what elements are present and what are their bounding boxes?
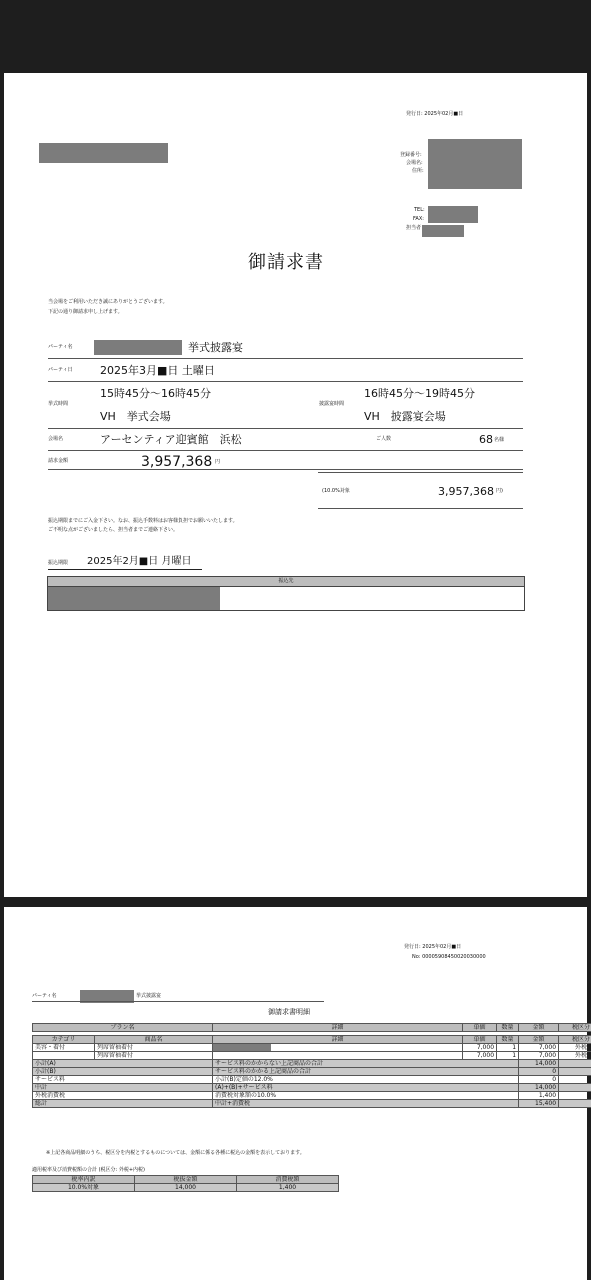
- summary-desc: 消費税対象額の10.0%: [213, 1092, 519, 1100]
- header-row: [33, 1176, 339, 1184]
- greeting-line1: 当会場をご利用いただき誠にありがとうございます。: [48, 299, 168, 305]
- fax-label: FAX:: [413, 216, 424, 222]
- item-tax-class: 外税: [559, 1044, 591, 1052]
- divider: [48, 450, 523, 451]
- reception-time-value: 16時45分〜19時45分: [364, 387, 475, 400]
- divider: [318, 472, 523, 473]
- table-row: [33, 1052, 591, 1060]
- tax-cell: 1,400: [237, 1184, 339, 1192]
- divider: [48, 428, 523, 429]
- summary-row: [33, 1084, 591, 1092]
- summary-row: [33, 1092, 591, 1100]
- notice-line1: 振込期限までにご入金下さい。なお、振込手数料はお客様負担でお願いいたします。: [48, 518, 238, 524]
- item-qty: 1: [497, 1052, 519, 1060]
- invoice-page: [4, 73, 587, 897]
- ceremony-venue-value: VH 挙式会場: [100, 410, 171, 423]
- summary-label: 総計: [33, 1100, 213, 1108]
- detail-header: 詳細: [213, 1024, 463, 1032]
- tax-header: 消費税額: [237, 1176, 339, 1184]
- summary-amount: 0: [519, 1068, 559, 1076]
- redacted-recipient: [39, 143, 168, 163]
- item-product: 列席留袖着付: [95, 1052, 213, 1060]
- item-category: [33, 1052, 95, 1060]
- details-table: [32, 1023, 591, 1108]
- taxable-cell: 14,000: [135, 1184, 237, 1192]
- notice-line2: ご不明な点がございましたら、担当者までご連絡下さい。: [48, 527, 179, 533]
- item-category: 美容・着付: [33, 1044, 95, 1052]
- greeting-line2: 下記の通り御請求申し上げます。: [48, 309, 123, 315]
- item-unit-price: 7,000: [463, 1044, 497, 1052]
- address-label: 住所:: [412, 168, 424, 174]
- unit-price-header: 単価: [463, 1024, 497, 1032]
- summary-amount: 14,000: [519, 1084, 559, 1092]
- venue-label: 会場名: [48, 436, 64, 442]
- bank-box: [47, 576, 525, 611]
- amount-header: 金額: [519, 1024, 559, 1032]
- deadline-value: 2025年2月■日 月曜日: [87, 556, 192, 567]
- summary-row: [33, 1100, 591, 1108]
- item-detail: [213, 1052, 463, 1060]
- details-number: No: 00005908450020030000: [412, 954, 486, 960]
- ceremony-time-value: 15時45分〜16時45分: [100, 387, 211, 400]
- summary-amount: 15,400: [519, 1100, 559, 1108]
- table-row: [33, 1184, 339, 1192]
- rate-cell: 10.0%対象: [33, 1184, 135, 1192]
- amount-unit: 円: [215, 459, 221, 465]
- amount-value: 3,957,368: [141, 454, 213, 470]
- summary-label: 小計(B): [33, 1068, 213, 1076]
- tel-label: TEL:: [414, 207, 425, 213]
- party-name-label: パーティ名: [48, 344, 73, 350]
- amount-subheader: 金額: [519, 1036, 559, 1044]
- guests-value: 68: [479, 433, 493, 446]
- summary-row: [33, 1068, 591, 1076]
- party-name-value: 挙式披露宴: [188, 341, 243, 354]
- tax-class-header: 税区分: [559, 1024, 591, 1032]
- product-header: 商品名: [95, 1036, 213, 1044]
- details-party-name-value: 挙式披露宴: [136, 993, 162, 999]
- tax-table-title: 適用税率及び消費税額の合計 (税区分: 外税+内税): [32, 1167, 145, 1173]
- subheader-row: [33, 1036, 591, 1044]
- item-unit-price: 7,000: [463, 1052, 497, 1060]
- summary-label: 外税消費税: [33, 1092, 213, 1100]
- divider: [32, 1001, 324, 1002]
- summary-amount: 14,000: [519, 1060, 559, 1068]
- redacted-detail: [213, 1044, 272, 1052]
- details-issue-date: 発行日: 2025年02月■日: [404, 944, 462, 950]
- summary-label: 中計: [33, 1084, 213, 1092]
- summary-desc: 小計(B)定価の12.0%: [213, 1076, 519, 1084]
- redacted-staff: [422, 225, 464, 237]
- summary-row: [33, 1076, 591, 1084]
- divider: [48, 569, 202, 570]
- party-date-label: パーティ日: [48, 367, 73, 373]
- plan-header: プラン名: [33, 1024, 213, 1032]
- redacted-bank-info: [48, 587, 220, 610]
- details-title: 御請求書明細: [268, 1008, 310, 1016]
- summary-desc: サービス料のかかる上記商品の合計: [213, 1068, 519, 1076]
- tax-target-label: (10.0%対象: [322, 488, 350, 494]
- divider: [48, 358, 523, 359]
- item-qty: 1: [497, 1044, 519, 1052]
- guests-unit: 名様: [494, 437, 505, 443]
- divider: [318, 508, 523, 509]
- qty-header: 数量: [497, 1024, 519, 1032]
- redacted-party-name: [94, 340, 182, 355]
- summary-amount: 1,400: [519, 1092, 559, 1100]
- reception-time-label: 披露宴時間: [319, 401, 345, 407]
- rate-header: 税率内訳: [33, 1176, 135, 1184]
- summary-desc: サービス料のかからない上記商品の合計: [213, 1060, 519, 1068]
- invoice-title: 御請求書: [248, 252, 324, 273]
- guests-label: ご人数: [376, 436, 392, 442]
- summary-desc: (A)+(B)+サービス料: [213, 1084, 519, 1092]
- tax-class-subheader: 税区分: [559, 1036, 591, 1044]
- summary-amount: 0: [519, 1076, 559, 1084]
- taxable-header: 税抜金額: [135, 1176, 237, 1184]
- header-row: [33, 1024, 591, 1032]
- party-date-value: 2025年3月■日 土曜日: [100, 364, 215, 377]
- redacted-tel: [428, 206, 478, 223]
- bank-header: 振込先: [48, 577, 524, 587]
- category-header: カテゴリ: [33, 1036, 95, 1044]
- summary-desc: 中計+消費税: [213, 1100, 519, 1108]
- item-product: 列席留袖着付: [95, 1044, 213, 1052]
- item-amount: 7,000: [519, 1044, 559, 1052]
- detail-subheader: 詳細: [213, 1036, 463, 1044]
- redacted-company-info: [428, 139, 522, 189]
- divider: [48, 469, 523, 470]
- item-amount: 7,000: [519, 1052, 559, 1060]
- unit-price-subheader: 単価: [463, 1036, 497, 1044]
- reception-venue-value: VH 披露宴会場: [364, 410, 446, 423]
- details-page: [4, 907, 591, 1280]
- table-row: [33, 1044, 591, 1052]
- tax-target-unit: 円): [496, 488, 503, 494]
- summary-label: サービス料: [33, 1076, 213, 1084]
- summary-label: 小計(A): [33, 1060, 213, 1068]
- item-tax-class: 外税: [559, 1052, 591, 1060]
- deadline-label: 振込期限: [48, 560, 69, 566]
- tax-target-value: 3,957,368: [438, 485, 494, 498]
- details-footnote: ※上記各商品明細のうち、税区分を内税とするものについては、金額に係る各種に税込の金額を表示しております。: [46, 1150, 305, 1156]
- details-party-name-label: パーティ名: [32, 993, 57, 999]
- venue-value: アーセンティア迎賓館 浜松: [100, 433, 242, 446]
- amount-label: 請求金額: [48, 458, 69, 464]
- divider: [48, 381, 523, 382]
- company-label: 会場名:: [406, 160, 423, 166]
- registration-label: 登録番号:: [400, 152, 422, 158]
- summary-row: [33, 1060, 591, 1068]
- tax-summary-table: [32, 1175, 339, 1192]
- item-detail: [213, 1044, 463, 1052]
- ceremony-time-label: 挙式時間: [48, 401, 69, 407]
- qty-subheader: 数量: [497, 1036, 519, 1044]
- staff-label: 担当者: [406, 225, 422, 231]
- issue-date: 発行日: 2025年02月■日: [406, 111, 464, 117]
